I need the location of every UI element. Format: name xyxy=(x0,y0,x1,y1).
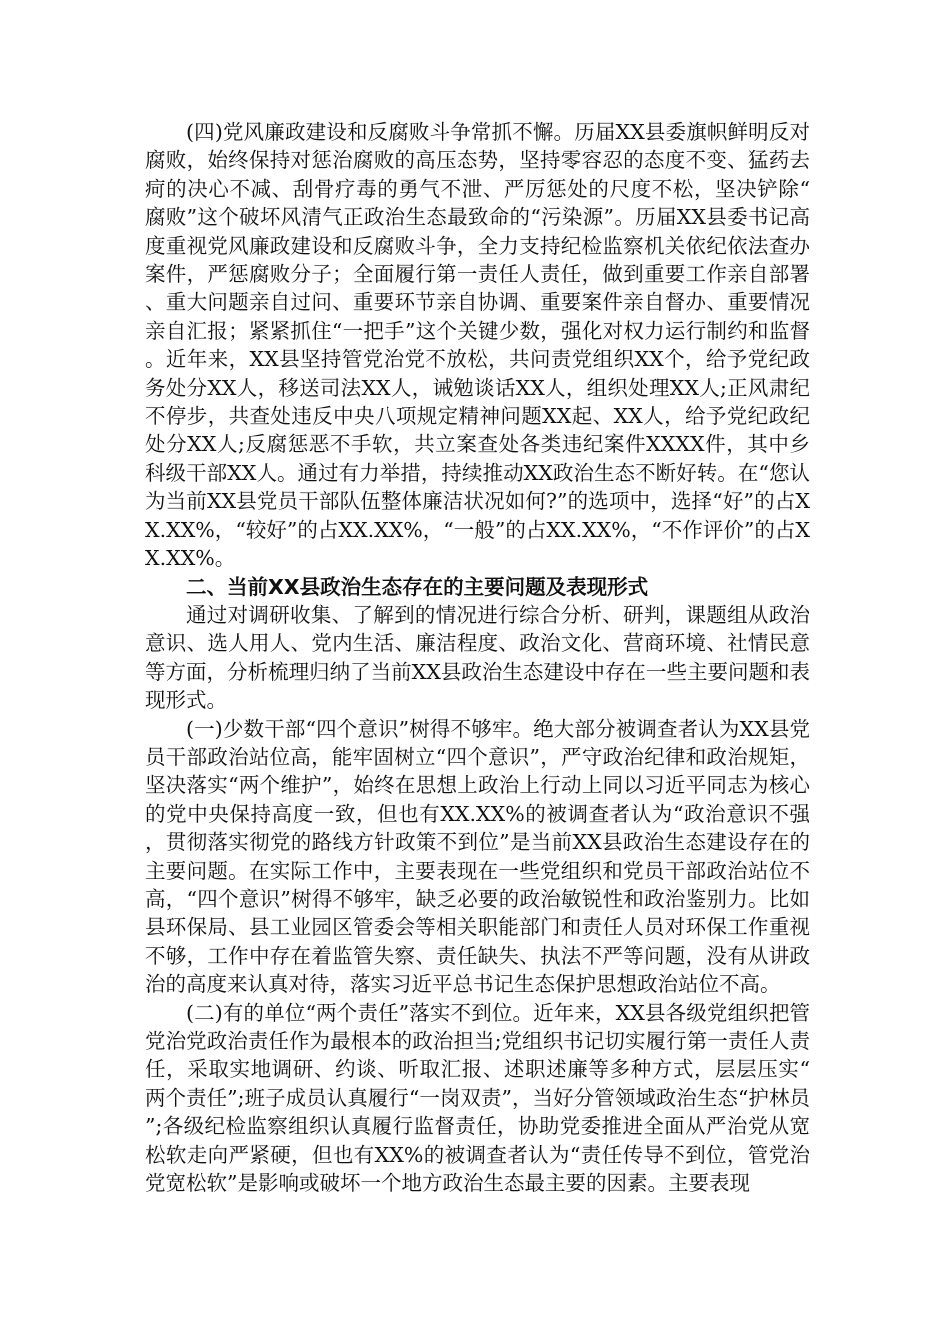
paragraph-two-responsibilities: (二)有的单位“两个责任”落实不到位。近年来，XX县各级党组织把管党治党政治责任作为最根本的政治担当;党组织书记切实履行第一责任人责任，采取实地调研、约谈、听取汇报、述职述廉等多种方式，层层压实“两个责任”;班子成员认真履行“一岗双责”，当好分管领域政治生态“护林员”;各级纪检监察组织认真履行监督责任，协助党委推进全面从严治党从宽松软走向严紧硬，但也有XX%的被调查者认为“责任传导不到位，管党治党宽松软”是影响或破坏一个地方政治生态最主要的因素。主要表现 xyxy=(145,1000,810,1196)
section-heading-main-problems: 二、当前XX县政治生态存在的主要问题及表现形式 xyxy=(186,574,649,599)
paragraph-party-conduct: (四)党风廉政建设和反腐败斗争常抓不懈。历届XX县委旗帜鲜明反对腐败，始终保持对惩治腐败的高压态势，坚持零容忍的态度不变、猛药去疴的决心不减、刮骨疗毒的勇气不泄、严厉惩处的尺度不松，坚决铲除“腐败”这个破坏风清气正政治生态最致命的“污染源”。历届XX县委书记高度重视党风廉政建设和反腐败斗争，全力支持纪检监察机关依纪依法查办案件，严惩腐败分子；全面履行第一责任人责任，做到重要工作亲自部署、重大问题亲自过问、重要环节亲自协调、重要案件亲自督办、重要情况亲自汇报；紧紧抓住“一把手”这个关键少数，强化对权力运行制约和监督。近年来，XX县坚持管党治党不放松，共问责党组织XX个，给予党纪政务处分XX人，移送司法XX人，诫勉谈话XX人，组织处理XX人;正风肃纪不停步，共查处违反中央八项规定精神问题XX起、XX人，给予党纪政纪处分XX人;反腐惩恶不手软，共立案查处各类违纪案件XXXX件，其中乡科级干部XX人。通过有力举措，持续推动XX政治生态不断好转。在“您认为当前XX县党员干部队伍整体廉洁状况如何?”的选项中，选择“好”的占XX.XX%，“较好”的占XX.XX%，“一般”的占XX.XX%，“不作评价”的占XX.XX%。 xyxy=(145,120,810,571)
paragraph-analysis-intro: 通过对调研收集、了解到的情况进行综合分析、研判，课题组从政治意识、选人用人、党内生活、廉洁程度、政治文化、营商环境、社情民意等方面，分析梳理归纳了当前XX县政治生态建设中存在一些主要问题和表现形式。 xyxy=(145,602,810,713)
paragraph-four-consciousness: (一)少数干部“四个意识”树得不够牢。绝大部分被调查者认为XX县党员干部政治站位高，能牢固树立“四个意识”，严守政治纪律和政治规矩，坚决落实“两个维护”，始终在思想上政治上行动上同以习近平同志为核心的党中央保持高度一致，但也有XX.XX%的被调查者认为“政治意识不强，贯彻落实彻党的路线方针政策不到位”是当前XX县政治生态建设存在的主要问题。在实际工作中，主要表现在一些党组织和党员干部政治站位不高，“四个意识”树得不够牢，缺乏必要的政治敏锐性和政治鉴别力。比如县环保局、县工业园区管委会等相关职能部门和责任人员对环保工作重视不够，工作中存在着监管失察、责任缺失、执法不严等问题，没有从讲政治的高度来认真对待，落实习近平总书记生态保护思想政治站位不高。 xyxy=(145,716,810,997)
document-page xyxy=(145,118,810,1197)
